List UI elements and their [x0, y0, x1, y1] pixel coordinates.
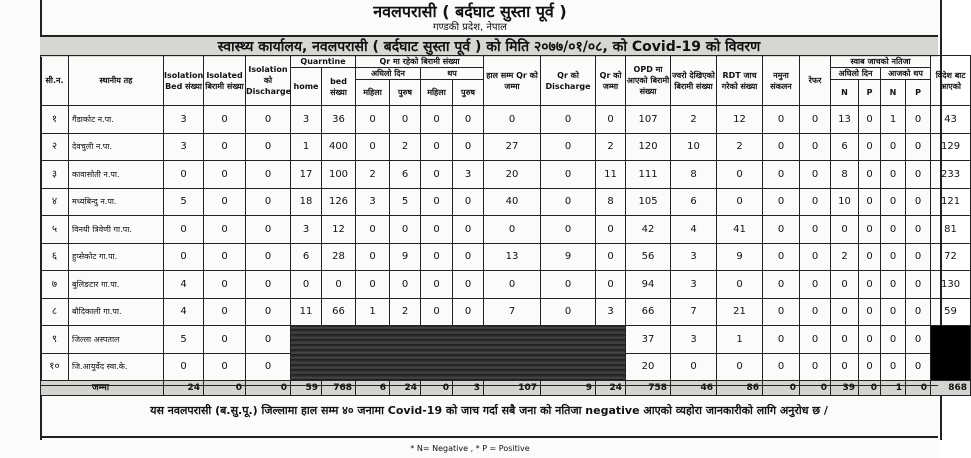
table-cell: 0	[421, 188, 453, 216]
table-cell: 1	[717, 326, 763, 354]
table-cell: 7	[671, 298, 717, 326]
table-cell: 0	[541, 271, 596, 299]
table-cell: 0	[859, 161, 881, 189]
table-cell: ६	[41, 243, 69, 271]
table-cell: 86	[717, 381, 763, 396]
table-cell: 126	[322, 188, 356, 216]
table-cell: 24	[390, 381, 421, 396]
table-row	[41, 243, 971, 271]
col-abroad: विदेश बाट आएको	[931, 56, 971, 106]
table-row	[41, 326, 971, 354]
table-cell: 0	[541, 298, 596, 326]
col-qr-total: Qr को जम्मा	[596, 56, 626, 106]
table-cell: 12	[322, 216, 356, 244]
table-cell: 0	[356, 133, 390, 161]
table-cell: 9	[541, 243, 596, 271]
table-cell: 0	[596, 106, 626, 134]
table-cell: 3	[291, 106, 322, 134]
table-cell: 28	[322, 243, 356, 271]
table-cell: 2	[596, 133, 626, 161]
table-cell: 120	[626, 133, 671, 161]
table-cell: 40	[484, 188, 541, 216]
col-sample: नमुना संकलन	[763, 56, 800, 106]
table-cell: 0	[881, 133, 906, 161]
table-row	[41, 188, 971, 216]
local-level-name: जि.आयुर्वेद स्वा.के.	[69, 353, 164, 381]
table-cell: 5	[164, 188, 204, 216]
total-label: जम्मा	[41, 381, 164, 396]
table-cell: 0	[671, 353, 717, 381]
col-qr-discharge: Qr को Discharge	[541, 56, 596, 106]
table-cell: 111	[626, 161, 671, 189]
table-cell: 0	[859, 326, 881, 354]
table-cell: 13	[831, 106, 859, 134]
table-cell: 3	[291, 216, 322, 244]
footnote: * N= Negative , * P = Positive	[410, 444, 530, 453]
table-row	[41, 216, 971, 244]
table-cell: 39	[831, 381, 859, 396]
table-cell: 0	[859, 271, 881, 299]
table-cell: 4	[671, 216, 717, 244]
local-level-name: विनयी त्रिवेणी गा.पा.	[69, 216, 164, 244]
table-cell: 8	[671, 161, 717, 189]
table-cell: 11	[291, 298, 322, 326]
table-cell: 0	[881, 243, 906, 271]
table-cell: 0	[204, 216, 246, 244]
table-cell: 0	[453, 133, 484, 161]
table-cell: 37	[626, 326, 671, 354]
col-local: स्थानीय तह	[69, 56, 164, 106]
table-cell: 4	[164, 298, 204, 326]
table-cell: 2	[671, 106, 717, 134]
table-cell: 0	[906, 243, 931, 271]
table-cell: 21	[717, 298, 763, 326]
table-cell: 1	[881, 106, 906, 134]
table-cell: 0	[859, 381, 881, 396]
table-cell: 0	[246, 133, 291, 161]
table-cell: 20	[626, 353, 671, 381]
table-cell: 0	[390, 271, 421, 299]
table-cell: ८	[41, 298, 69, 326]
table-cell: 17	[291, 161, 322, 189]
table-cell: 0	[356, 243, 390, 271]
table-cell: 0	[859, 216, 881, 244]
table-cell: 233	[931, 161, 971, 189]
table-cell: 868	[931, 381, 971, 396]
table-cell: 130	[931, 271, 971, 299]
office-title: नवलपरासी ( बर्दघाट सुस्ता पूर्व )	[373, 2, 567, 21]
table-cell: 100	[322, 161, 356, 189]
table-cell: 0	[881, 326, 906, 354]
col-p: P	[906, 80, 931, 106]
table-cell: 0	[453, 188, 484, 216]
table-cell: 0	[164, 161, 204, 189]
table-cell: 27	[484, 133, 541, 161]
table-cell: 1	[291, 133, 322, 161]
table-cell: 0	[164, 243, 204, 271]
table-cell: 0	[906, 161, 931, 189]
table-cell: 0	[906, 298, 931, 326]
table-cell: 0	[906, 381, 931, 396]
local-level-name: गैंडाकोट न.पा.	[69, 106, 164, 134]
table-cell: 0	[204, 353, 246, 381]
table-cell: 0	[204, 133, 246, 161]
table-cell: 56	[626, 243, 671, 271]
table-cell: 0	[421, 133, 453, 161]
table-cell: 0	[800, 326, 831, 354]
table-cell: ४	[41, 188, 69, 216]
table-cell: 1	[881, 381, 906, 396]
table-cell: 129	[931, 133, 971, 161]
table-cell: 0	[453, 243, 484, 271]
table-cell: 0	[763, 326, 800, 354]
table-cell: 2	[390, 133, 421, 161]
col-opd: OPD मा आएको बिरामी संख्या	[626, 56, 671, 106]
table-cell: 0	[859, 353, 881, 381]
table-cell: 0	[421, 381, 453, 396]
note: यस नवलपरासी (ब.सु.पू.) जिल्लामा हाल सम्म ४० जनामा Covid-19 को जाच गर्दा सबै जना को नतिजा negative आएको व्यहोरा जानकारीको लागि अनुरोध छ /	[40, 385, 938, 438]
table-cell: 0	[800, 133, 831, 161]
table-cell: 59	[291, 381, 322, 396]
table-cell: 3	[671, 326, 717, 354]
col-refer: रेफर	[800, 56, 831, 106]
redacted-area	[931, 326, 971, 381]
table-cell: 0	[859, 133, 881, 161]
report-banner: स्वास्थ्य कार्यालय, नवलपरासी ( बर्दघाट सुस्ता पूर्व ) को मिति २०७७/०१/०८, को Covid-19 को विवरण	[40, 35, 938, 57]
table-cell: 0	[800, 243, 831, 271]
table-cell: 0	[717, 161, 763, 189]
table-cell: 3	[596, 298, 626, 326]
local-level-name: बुलिङटार गा.पा.	[69, 271, 164, 299]
table-cell: ९	[41, 326, 69, 354]
table-cell: 0	[859, 188, 881, 216]
table-cell: 0	[421, 161, 453, 189]
table-cell: 66	[322, 298, 356, 326]
col-qr-patients: Qr मा रहेको बिरामी संख्या	[356, 56, 484, 68]
table-cell: 0	[421, 271, 453, 299]
table-cell: 2	[390, 298, 421, 326]
col-swab-today: आजको थप	[881, 68, 931, 80]
table-row	[41, 298, 971, 326]
table-cell: 0	[246, 353, 291, 381]
col-isolated: Isolated बिरामी संख्या	[204, 56, 246, 106]
table-cell: 0	[484, 271, 541, 299]
col-swab: स्वाब जाचको नतिजा	[831, 56, 931, 68]
table-cell: 24	[596, 381, 626, 396]
table-cell: 9	[541, 381, 596, 396]
table-cell: 0	[800, 188, 831, 216]
table-cell: 0	[356, 216, 390, 244]
table-cell: 0	[356, 271, 390, 299]
table-cell: 105	[626, 188, 671, 216]
table-cell: 0	[596, 216, 626, 244]
local-level-name: कावासोती न.पा.	[69, 161, 164, 189]
table-cell: 0	[421, 216, 453, 244]
table-cell: 0	[421, 298, 453, 326]
table-cell: 0	[763, 353, 800, 381]
table-cell: 0	[906, 326, 931, 354]
table-cell: 0	[204, 161, 246, 189]
local-level-name: हुप्सेकोट गा.पा.	[69, 243, 164, 271]
local-level-name: देवचुली न.पा.	[69, 133, 164, 161]
table-cell: 24	[164, 381, 204, 396]
table-cell: 0	[763, 381, 800, 396]
table-cell: 0	[881, 216, 906, 244]
table-cell: 0	[763, 271, 800, 299]
table-cell: 0	[204, 188, 246, 216]
col-female: महिला	[356, 80, 390, 106]
table-cell: ७	[41, 271, 69, 299]
table-cell: ५	[41, 216, 69, 244]
table-cell: 0	[763, 106, 800, 134]
table-row	[41, 106, 971, 134]
col-iso-discharge: Isolation को Discharge	[246, 56, 291, 106]
table-cell: 0	[717, 271, 763, 299]
table-cell: 0	[831, 216, 859, 244]
table-cell: 0	[246, 188, 291, 216]
local-level-name: जिल्ला अस्पताल	[69, 326, 164, 354]
table-cell: 0	[906, 106, 931, 134]
table-cell: 10	[831, 188, 859, 216]
table-cell: 72	[931, 243, 971, 271]
local-level-name: बौदिकाली गा.पा.	[69, 298, 164, 326]
table-cell: 0	[800, 161, 831, 189]
table-row	[41, 133, 971, 161]
table-cell: 36	[322, 106, 356, 134]
table-cell: 0	[763, 188, 800, 216]
table-cell: 0	[204, 271, 246, 299]
table-cell: २	[41, 133, 69, 161]
table-cell: 0	[800, 298, 831, 326]
table-cell: 0	[859, 298, 881, 326]
table-cell: 43	[931, 106, 971, 134]
table-cell: 0	[246, 161, 291, 189]
table-cell: 6	[831, 133, 859, 161]
col-rdt: RDT जाच गरेको संख्या	[717, 56, 763, 106]
table-cell: 0	[881, 271, 906, 299]
table-cell: 0	[204, 243, 246, 271]
table-cell: 0	[906, 216, 931, 244]
table-cell: 0	[596, 271, 626, 299]
table-cell: 0	[541, 216, 596, 244]
table-cell: 3	[671, 271, 717, 299]
table-cell: 0	[291, 271, 322, 299]
table-cell: 0	[484, 216, 541, 244]
table-cell: 0	[881, 188, 906, 216]
col-n: N	[831, 80, 859, 106]
table-cell: 0	[204, 106, 246, 134]
table-cell: 66	[626, 298, 671, 326]
col-sn: सी.न.	[41, 56, 69, 106]
table-cell: 9	[390, 243, 421, 271]
table-cell: 0	[596, 243, 626, 271]
col-female: महिला	[421, 80, 453, 106]
col-added: थप	[421, 68, 484, 80]
table-cell: 4	[164, 271, 204, 299]
table-cell: 0	[356, 106, 390, 134]
table-cell: 0	[204, 381, 246, 396]
table-cell: 6	[671, 188, 717, 216]
table-cell: 0	[246, 271, 291, 299]
table-cell: 3	[453, 161, 484, 189]
table-cell: 0	[164, 216, 204, 244]
table-cell: 81	[931, 216, 971, 244]
col-fever: ज्वरो देखिएको बिरामी संख्या	[671, 56, 717, 106]
table-cell: 0	[906, 271, 931, 299]
table-cell: 1	[356, 298, 390, 326]
table-cell: 0	[204, 298, 246, 326]
table-cell: 8	[596, 188, 626, 216]
table-cell: 41	[717, 216, 763, 244]
table-cell: 0	[800, 106, 831, 134]
table-cell: 0	[800, 381, 831, 396]
table-cell: 121	[931, 188, 971, 216]
table-cell: 7	[484, 298, 541, 326]
col-male: पुरुष	[453, 80, 484, 106]
table-cell: 0	[831, 298, 859, 326]
table-cell: 0	[881, 298, 906, 326]
col-quarantine: Quarntine	[291, 56, 356, 68]
table-cell: 0	[322, 271, 356, 299]
table-cell: 3	[671, 243, 717, 271]
table-cell: 3	[453, 381, 484, 396]
table-cell: 0	[859, 243, 881, 271]
table-cell: 0	[763, 243, 800, 271]
col-bed: bed संख्या	[322, 68, 356, 106]
table-cell: 3	[164, 133, 204, 161]
table-cell: 0	[906, 353, 931, 381]
col-prev-day: अघिलो दिन	[356, 68, 421, 80]
table-cell: 0	[421, 106, 453, 134]
table-cell: 0	[859, 106, 881, 134]
table-cell: 107	[626, 106, 671, 134]
table-cell: 0	[390, 216, 421, 244]
table-cell: 0	[204, 326, 246, 354]
table-cell: 0	[717, 353, 763, 381]
table-cell: 0	[453, 106, 484, 134]
table-cell: 0	[246, 216, 291, 244]
table-cell: 0	[717, 188, 763, 216]
table-cell: 400	[322, 133, 356, 161]
table-cell: ३	[41, 161, 69, 189]
table-cell: 0	[906, 133, 931, 161]
table-cell: १०	[41, 353, 69, 381]
table-cell: 0	[800, 353, 831, 381]
table-cell: १	[41, 106, 69, 134]
table-cell: 0	[763, 216, 800, 244]
table-cell: 0	[800, 216, 831, 244]
table-cell: 0	[541, 188, 596, 216]
table-cell: 0	[246, 298, 291, 326]
table-cell: 18	[291, 188, 322, 216]
table-cell: 13	[484, 243, 541, 271]
col-home: home	[291, 68, 322, 106]
table-cell: 6	[390, 161, 421, 189]
table-cell: 2	[831, 243, 859, 271]
table-cell: 0	[541, 161, 596, 189]
table-cell: 6	[356, 381, 390, 396]
table-cell: 11	[596, 161, 626, 189]
table-cell: 0	[763, 133, 800, 161]
table-cell: 9	[717, 243, 763, 271]
col-iso-bed: Isolation Bed संख्या	[164, 56, 204, 106]
table-cell: 0	[763, 298, 800, 326]
table-cell: 0	[831, 326, 859, 354]
table-cell: 0	[831, 353, 859, 381]
table-cell: 5	[164, 326, 204, 354]
table-cell: 0	[800, 271, 831, 299]
table-cell: 0	[541, 133, 596, 161]
covid-report-table	[40, 55, 971, 396]
table-cell: 10	[671, 133, 717, 161]
local-level-name: मध्यबिन्दु न.पा.	[69, 188, 164, 216]
col-p: P	[859, 80, 881, 106]
table-cell: 0	[246, 243, 291, 271]
table-cell: 0	[246, 326, 291, 354]
table-cell: 3	[356, 188, 390, 216]
table-cell: 0	[453, 298, 484, 326]
office-subtitle: गण्डकी प्रदेश, नेपाल	[433, 22, 507, 33]
col-n: N	[881, 80, 906, 106]
table-cell: 2	[356, 161, 390, 189]
redacted-area	[291, 326, 626, 381]
table-cell: 0	[246, 106, 291, 134]
table-cell: 0	[421, 243, 453, 271]
table-cell: 0	[881, 353, 906, 381]
table-row	[41, 161, 971, 189]
table-cell: 2	[717, 133, 763, 161]
col-male: पुरुष	[390, 80, 421, 106]
table-cell: 0	[453, 271, 484, 299]
table-cell: 46	[671, 381, 717, 396]
table-cell: 0	[246, 381, 291, 396]
table-cell: 8	[831, 161, 859, 189]
table-cell: 42	[626, 216, 671, 244]
table-cell: 107	[484, 381, 541, 396]
table-cell: 20	[484, 161, 541, 189]
table-cell: 6	[291, 243, 322, 271]
table-cell: 0	[881, 161, 906, 189]
table-cell: 0	[831, 271, 859, 299]
table-cell: 0	[541, 106, 596, 134]
table-cell: 0	[453, 216, 484, 244]
table-cell: 94	[626, 271, 671, 299]
table-cell: 5	[390, 188, 421, 216]
table-row	[41, 271, 971, 299]
table-cell: 12	[717, 106, 763, 134]
table-cell: 0	[164, 353, 204, 381]
table-cell: 0	[763, 161, 800, 189]
table-cell: 758	[626, 381, 671, 396]
col-qr-total-to-date: हाल सम्म Qr को जम्मा	[484, 56, 541, 106]
table-cell: 0	[390, 106, 421, 134]
table-cell: 0	[484, 106, 541, 134]
table-cell: 3	[164, 106, 204, 134]
table-cell: 59	[931, 298, 971, 326]
col-swab-prev: अघिलो दिन	[831, 68, 881, 80]
table-cell: 0	[906, 188, 931, 216]
table-cell: 768	[322, 381, 356, 396]
